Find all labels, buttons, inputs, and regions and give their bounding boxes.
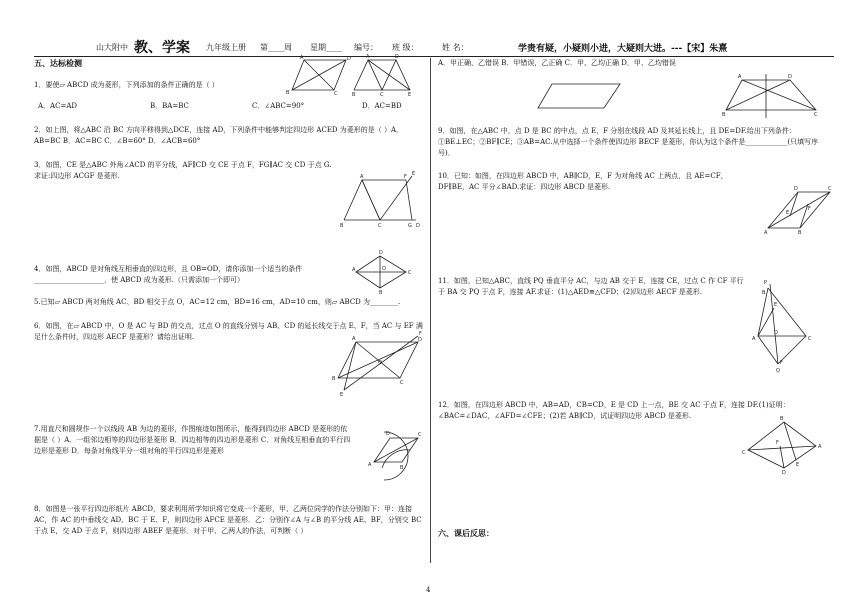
- q8-options: A．甲正确，乙错误 B．甲错误，乙正确 C．甲、乙均正确 D．甲、乙均错误: [438, 59, 676, 67]
- svg-text:D: D: [774, 330, 778, 336]
- q1-option-b: B．BA=BC: [150, 102, 189, 110]
- question-8: 8．如图是一张平行四边形纸片 ABCD，要求利用所学知识将它变成一个菱形，甲、乙两位同学的作法分别如下：甲：连接 AC，作 AC 的中垂线交 AD、BC 于 E、F，则四边形 AFCE 是菱形．乙：分别作∠A 与∠B 的平分线 AE、BF，分别交 BC 于点 E，交 AD 于点 F，则四边形 ABEF 是菱形．对于甲、乙两人的作法，可判断（ ）: [34, 505, 422, 535]
- q1-option-c: C．∠ABC=90°: [252, 102, 305, 110]
- svg-text:D: D: [379, 250, 383, 256]
- svg-text:C: C: [814, 112, 818, 118]
- motto: 学贵有疑，小疑则小进，大疑则大进。---【宋】朱熹: [518, 44, 728, 54]
- question-3: 3．如图，CE 是△ABC 外角∠ACD 的平分线，AF∥CD 交 CE 于点 F，FG∥AC 交 CD 于点 G.求证:四边形 ACGF 是菱形.: [34, 161, 332, 180]
- svg-text:B: B: [286, 90, 290, 96]
- class-label: 班 级：: [392, 43, 419, 52]
- doc-title: 教、学案: [134, 40, 190, 56]
- svg-text:A: A: [366, 54, 370, 60]
- svg-text:A: A: [738, 74, 742, 80]
- svg-text:Q: Q: [776, 368, 780, 374]
- svg-text:E: E: [796, 462, 800, 468]
- svg-text:O: O: [378, 360, 382, 366]
- svg-text:F: F: [404, 174, 407, 180]
- svg-text:G: G: [408, 223, 412, 229]
- figure-q10-rhombus: [764, 186, 834, 236]
- figure-q6-parallelogram-ef: [332, 331, 424, 398]
- figure-q7-construction: [362, 428, 430, 484]
- svg-text:O: O: [382, 266, 386, 272]
- svg-text:B: B: [798, 230, 802, 236]
- svg-text:A: A: [360, 174, 364, 180]
- question-2: 2．如上图，将△ABC 沿 BC 方向平移得到△DCE，连接 AD，下列条件中能够判定四边形 ACED 为菱形的是（ ）A．AB=BC B．AC=BC C．∠B=60° D．∠ACB=60°: [34, 126, 404, 145]
- svg-text:C: C: [418, 432, 422, 438]
- svg-text:D: D: [395, 54, 399, 60]
- svg-text:F: F: [808, 206, 811, 212]
- section-5-heading: 五、达标检测: [34, 58, 82, 68]
- svg-text:D: D: [386, 431, 390, 437]
- svg-text:A: A: [352, 336, 356, 342]
- question-1: 1．要使▱ ABCD 成为菱形，下列添加的条件正确的是（ ）: [34, 81, 219, 89]
- svg-text:D: D: [782, 470, 786, 476]
- svg-text:C: C: [808, 336, 812, 342]
- svg-text:B: B: [379, 290, 383, 296]
- svg-text:A: A: [368, 462, 372, 468]
- page-header: [34, 38, 834, 57]
- svg-text:B: B: [340, 223, 344, 229]
- svg-text:B: B: [780, 416, 784, 422]
- week-label: 第____周: [260, 43, 292, 52]
- svg-text:C: C: [378, 223, 382, 229]
- figure-q1-parallelogram: [286, 55, 351, 97]
- q1-option-a: A．AC=AD: [38, 102, 77, 110]
- figure-q8-parallelogram: [536, 80, 624, 114]
- svg-text:A: A: [818, 444, 822, 450]
- svg-text:E: E: [408, 92, 412, 98]
- grade-label: 九年级上册: [206, 43, 246, 52]
- svg-text:C: C: [408, 270, 412, 276]
- svg-text:C: C: [334, 91, 338, 97]
- figure-q3-rhombus-acgf: [340, 172, 420, 228]
- name-label: 姓 名：: [442, 43, 469, 52]
- svg-text:E: E: [412, 171, 416, 177]
- svg-text:B: B: [352, 92, 356, 98]
- figure-q12-kite: [740, 416, 824, 474]
- question-12: 12．如图，在四边形 ABCD 中，AB=AD，CB=CD，E 是 CD 上一点，BE 交 AC 于点 F，连接 DF.(1)证明：∠BAC=∠DAC，∠AFD=∠CFE；(2)若 AB∥CD，试证明四边形 ABCD 是菱形.: [438, 401, 790, 420]
- svg-text:D: D: [794, 186, 798, 192]
- svg-text:A: A: [764, 230, 768, 236]
- svg-text:B: B: [400, 465, 404, 471]
- number-label: 编号：: [354, 43, 378, 52]
- question-11: 11．如图，已知△ABC，直线 PQ 垂直平分 AC，与边 AB 交于 E，连接 CE，过点 C 作 CF 平行于 BA 交 PQ 于点 F，连接 AF.求证：(1)△AED≌△CFD；(2)四边形 AECF 是菱形.: [438, 277, 744, 296]
- figure-q11-perp-bisector: [752, 280, 820, 374]
- q1-option-d: D．AC=BD: [362, 102, 402, 110]
- svg-text:C: C: [742, 450, 746, 456]
- svg-text:B: B: [762, 290, 766, 296]
- figure-q4-kite: [352, 252, 412, 294]
- day-label: 星期____: [310, 43, 342, 52]
- figure-q8-folded: [720, 72, 820, 122]
- svg-text:D: D: [347, 56, 351, 62]
- svg-text:C: C: [380, 92, 384, 98]
- svg-text:C: C: [828, 186, 832, 192]
- svg-text:F: F: [419, 331, 422, 337]
- svg-text:C: C: [400, 380, 404, 386]
- svg-text:E: E: [786, 210, 790, 216]
- svg-text:F: F: [776, 440, 779, 446]
- section-6-heading: 六、课后反思：: [438, 528, 494, 538]
- question-9: 9．如图，在△ABC 中，点 D 是 BC 的中点，点 E，F 分别在线段 AD 及其延长线上，且 DE=DF.给出下列条件：①BE⊥EC；②BF∥CE；③AB=AC.从中选择一个条件使四边形 BECF 是菱形，你认为这个条件是____________(只填写序号)．: [438, 127, 819, 157]
- question-4: 4．如图，ABCD 是对角线互相垂直的四边形，且 OB=OD，请你添加一个适当的条件____________________，使 ABCD 成为菱形.（只需添加一个即可）: [34, 265, 303, 284]
- svg-text:F: F: [780, 360, 783, 366]
- question-6: 6．如图，在▱ ABCD 中，O 是 AC 与 BD 的交点，过点 O 的直线分别与 AB、CD 的延长线交于点 E、F，当 AC 与 EF 满足什么条件时，四边形 AECF 是菱形？请给出证明.: [34, 322, 423, 341]
- svg-text:B: B: [332, 376, 336, 382]
- svg-text:P: P: [764, 280, 768, 286]
- figure-q2-translation: [352, 54, 422, 98]
- page-number: 4: [426, 586, 431, 594]
- question-7: 7.用直尺和圆规作一个以线段 AB 为边的菱形，作图痕迹如图所示，能得到四边形 ABCD 是菱形的依据是（ ）A．一组邻边相等的四边形是菱形 B．四边相等的四边形是菱形 C．对角线互相垂直的平行四边形是菱形 D．每条对角线平分一组对角的平行四边形是菱形: [34, 425, 351, 455]
- svg-text:E: E: [774, 302, 778, 308]
- svg-text:E: E: [340, 392, 344, 398]
- question-10: 10．已知：如图，在四边形 ABCD 中，AB∥CD，E，F 为对角线 AC 上两点，且 AE=CF，DF∥BE，AC 平分∠BAD.求证：四边形 ABCD 是菱形.: [438, 172, 728, 191]
- svg-text:A: A: [300, 55, 304, 61]
- svg-text:A: A: [752, 336, 756, 342]
- question-5: 5.已知▱ ABCD 两对角线 AC、BD 相交于点 O，AC=12 cm，BD=16 cm，AD=10 cm，则▱ ABCD 为________.: [34, 298, 401, 306]
- svg-text:B: B: [722, 112, 726, 118]
- svg-text:A: A: [352, 267, 356, 273]
- svg-text:D: D: [788, 74, 792, 80]
- svg-text:D: D: [416, 223, 420, 229]
- school-name: 山大附中: [96, 43, 128, 52]
- svg-text:D: D: [418, 337, 422, 343]
- column-divider: [430, 58, 431, 563]
